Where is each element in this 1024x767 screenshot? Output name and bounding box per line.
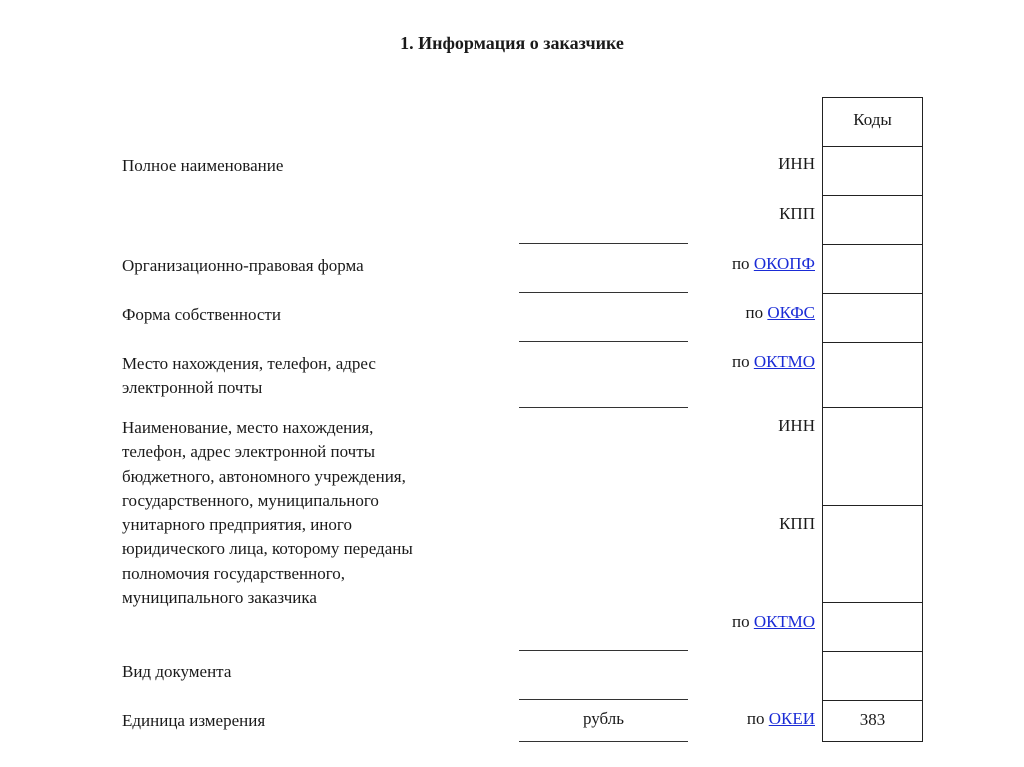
- label-delegated-institution: [122, 416, 413, 610]
- label-location-line-1: Место нахождения, телефон, адрес: [122, 354, 376, 373]
- field-location-underline: [519, 407, 688, 408]
- codes-header: Коды: [853, 110, 892, 129]
- field-delegated-underline: [519, 650, 688, 651]
- code-label-okei: [747, 709, 815, 729]
- field-org-legal-form-underline: [519, 292, 688, 293]
- label-location-line-2: электронной почты: [122, 378, 263, 398]
- codes-divider: [823, 407, 922, 408]
- code-label-kpp: КПП: [779, 204, 815, 223]
- label-document-type: Вид документа: [122, 662, 232, 681]
- label-ownership-form: Форма собственности: [122, 305, 281, 324]
- codes-column: [822, 97, 923, 742]
- label-line: полномочия государственного,: [122, 563, 346, 583]
- code-label-kpp-2: КПП: [779, 514, 815, 533]
- codes-divider: [823, 195, 922, 196]
- okfs-link[interactable]: ОКФС: [767, 303, 815, 322]
- okopf-link[interactable]: ОКОПФ: [753, 254, 815, 273]
- unit-value: рубль: [582, 709, 624, 728]
- codes-divider: [823, 293, 922, 294]
- field-document-type-underline: [519, 699, 688, 700]
- field-unit-underline: [519, 741, 688, 742]
- label-line: юридического лица, которому переданы: [122, 539, 413, 559]
- code-label-oktmo: [732, 352, 815, 372]
- field-ownership-form-underline: [519, 341, 688, 342]
- codes-divider: [823, 146, 922, 147]
- label-line: государственного, муниципального: [122, 490, 379, 510]
- okei-link[interactable]: ОКЕИ: [768, 709, 815, 728]
- label-line: телефон, адрес электронной почты: [122, 442, 376, 462]
- label-full-name: Полное наименование: [122, 156, 284, 175]
- section-title: 1. Информация о заказчике: [400, 33, 624, 53]
- code-label-inn: ИНН: [778, 154, 815, 173]
- label-unit: Единица измерения: [122, 711, 266, 730]
- label-org-legal-form: Организационно-правовая форма: [122, 256, 364, 275]
- code-prefix: по: [746, 709, 765, 728]
- label-line: бюджетного, автономного учреждения,: [122, 466, 406, 486]
- okei-code-value: 383: [859, 710, 886, 729]
- code-label-okfs: [746, 303, 816, 323]
- code-prefix: по: [731, 352, 750, 371]
- label-location: [122, 352, 376, 401]
- label-line: Наименование, место нахождения,: [122, 418, 374, 437]
- codes-divider: [823, 602, 922, 603]
- code-prefix: по: [745, 303, 764, 322]
- codes-divider: [823, 505, 922, 506]
- label-line: унитарного предприятия, иного: [122, 515, 352, 535]
- code-prefix: по: [731, 612, 750, 631]
- code-label-oktmo-2: [732, 612, 815, 632]
- oktmo-link[interactable]: ОКТМО: [753, 352, 815, 371]
- oktmo-link-2[interactable]: ОКТМО: [753, 612, 815, 631]
- codes-divider: [823, 342, 922, 343]
- label-line: муниципального заказчика: [122, 588, 317, 608]
- field-full-name-underline: [519, 243, 688, 244]
- codes-divider: [823, 244, 922, 245]
- codes-divider: [823, 651, 922, 652]
- codes-divider: [823, 700, 922, 701]
- code-label-okopf: [732, 254, 815, 274]
- code-label-inn-2: ИНН: [778, 416, 815, 435]
- code-prefix: по: [731, 254, 750, 273]
